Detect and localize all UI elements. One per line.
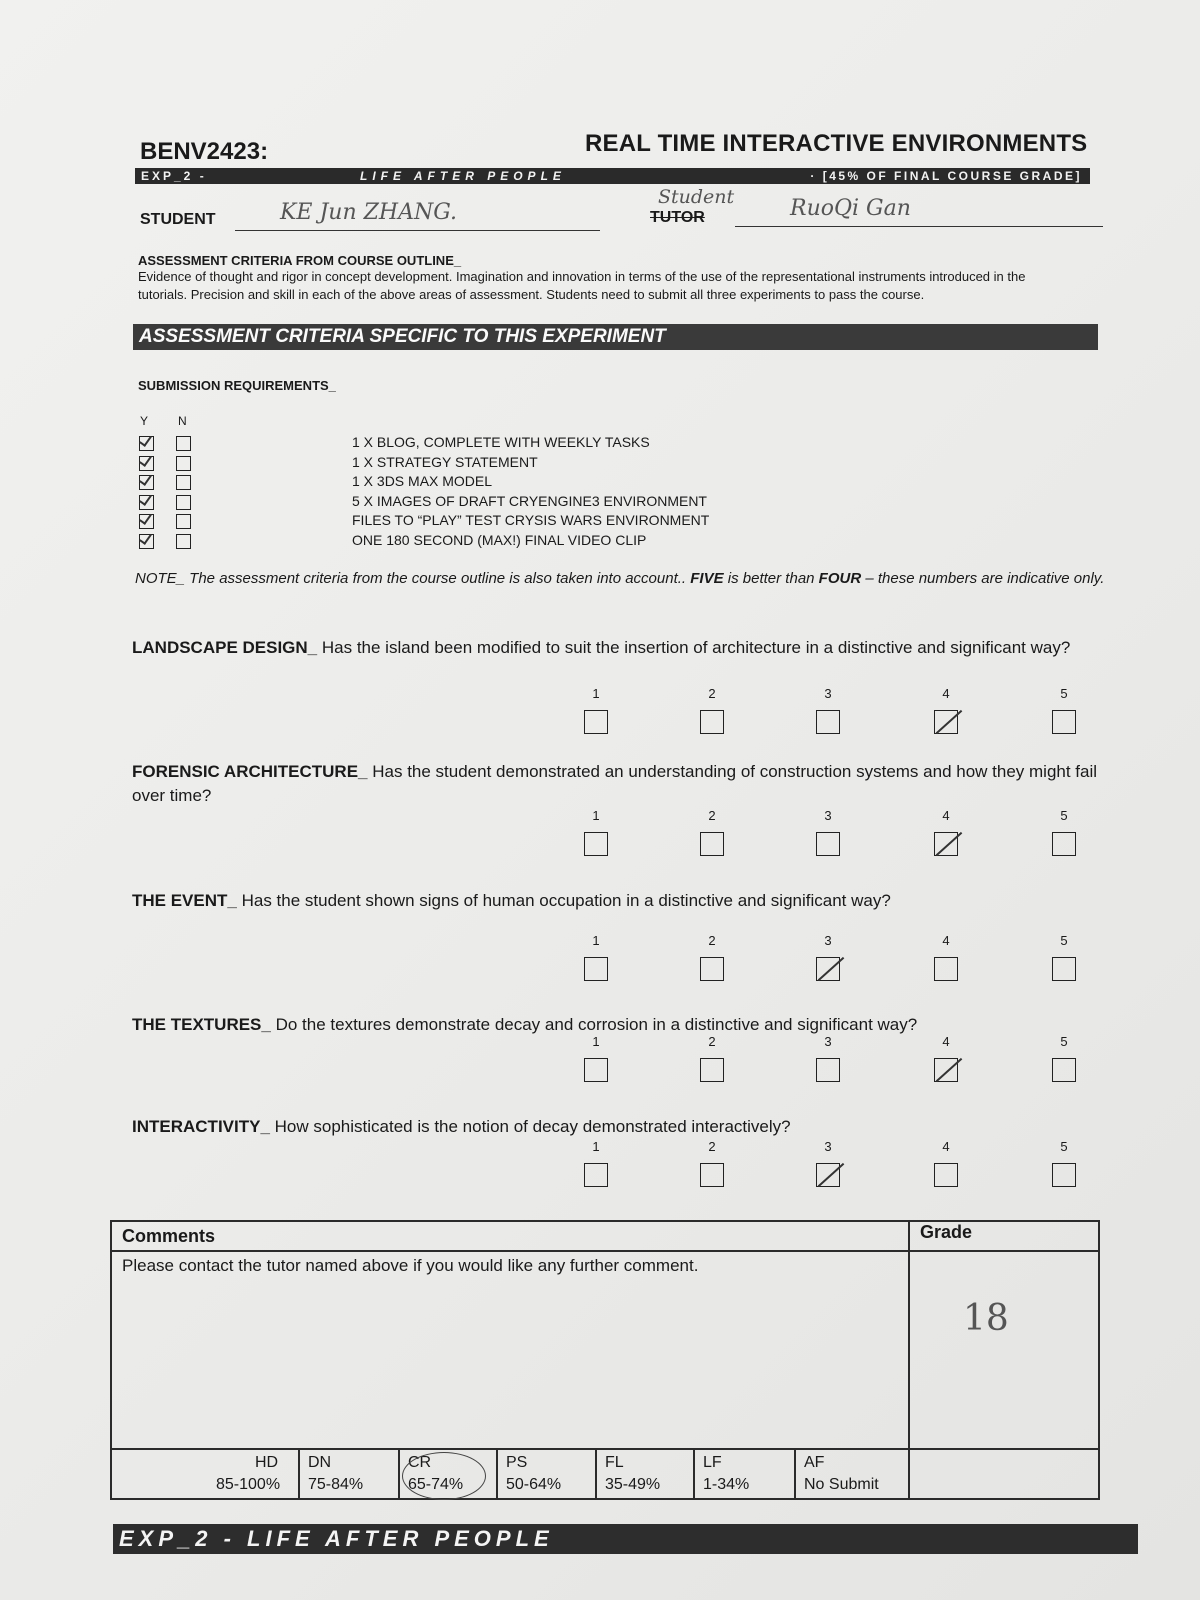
rating-number: 2 xyxy=(708,686,716,701)
note-suffix: – these numbers are indicative only. xyxy=(865,570,1105,587)
band-experiment: EXP_2 - xyxy=(141,169,207,183)
grade-band-code: PS xyxy=(506,1454,528,1471)
specific-criteria-title: ASSESSMENT CRITERIA SPECIFIC TO THIS EXPERIMENT xyxy=(139,326,666,347)
requirement-yes-checkbox[interactable] xyxy=(139,514,154,529)
rating-checkbox-1[interactable] xyxy=(584,1058,608,1082)
rating-number: 2 xyxy=(708,808,716,823)
header-band xyxy=(135,168,1090,184)
rating-number: 4 xyxy=(942,1139,950,1154)
rating-checkbox-3[interactable] xyxy=(816,957,840,981)
requirement-no-checkbox[interactable] xyxy=(176,436,191,451)
requirement-no-checkbox[interactable] xyxy=(176,514,191,529)
rating-checkbox-3[interactable] xyxy=(816,710,840,734)
requirement-yes-checkbox[interactable] xyxy=(139,475,154,490)
rating-checkbox-3[interactable] xyxy=(816,832,840,856)
requirement-item: 1 X 3DS MAX MODEL xyxy=(352,473,493,490)
rating-number: 4 xyxy=(942,686,950,701)
requirement-item: FILES TO “PLAY” TEST CRYSIS WARS ENVIRONMENT xyxy=(352,512,710,529)
assessment-note xyxy=(135,568,1110,590)
rating-checkbox-5[interactable] xyxy=(1052,710,1076,734)
rating-number: 2 xyxy=(708,933,716,948)
requirement-no-checkbox[interactable] xyxy=(176,456,191,471)
rating-checkbox-5[interactable] xyxy=(1052,957,1076,981)
rating-number: 3 xyxy=(824,933,832,948)
rating-number: 5 xyxy=(1060,808,1068,823)
band-weight: · [45% OF FINAL COURSE GRADE] xyxy=(810,169,1082,183)
comments-label: Comments xyxy=(122,1226,216,1246)
rating-checkbox-2[interactable] xyxy=(700,710,724,734)
rating-checkbox-1[interactable] xyxy=(584,957,608,981)
rating-number: 3 xyxy=(824,1034,832,1049)
criterion-question xyxy=(132,889,1102,913)
note-text: NOTE_ The assessment criteria from the course outline is also taken into account.. xyxy=(135,570,687,587)
note-four: FOUR xyxy=(818,570,862,587)
requirement-yes-checkbox[interactable] xyxy=(139,534,154,549)
rating-checkbox-1[interactable] xyxy=(584,1163,608,1187)
student-name: KE Jun ZHANG. xyxy=(280,200,458,225)
requirement-no-checkbox[interactable] xyxy=(176,495,191,510)
note-five: FIVE xyxy=(690,570,724,587)
rating-number: 3 xyxy=(824,808,832,823)
rating-number: 4 xyxy=(942,1034,950,1049)
tutor-annotation: Student xyxy=(658,186,735,208)
rating-number: 4 xyxy=(942,808,950,823)
student-name-line[interactable] xyxy=(235,200,600,231)
rating-number: 1 xyxy=(592,686,600,701)
rating-number: 1 xyxy=(592,1139,600,1154)
requirement-no-checkbox[interactable] xyxy=(176,534,191,549)
comments-text: Please contact the tutor named above if you would like any further comment. xyxy=(122,1256,699,1275)
criterion-text: Has the student demonstrated an understanding of construction systems and how they might fail over time? xyxy=(132,762,1098,805)
rating-number: 5 xyxy=(1060,686,1068,701)
requirement-yes-checkbox[interactable] xyxy=(139,495,154,510)
grade-band-range: 35-49% xyxy=(605,1476,661,1493)
criterion-question xyxy=(132,1115,1102,1139)
criterion-title: LANDSCAPE DESIGN_ xyxy=(132,638,318,657)
rating-checkbox-4[interactable] xyxy=(934,1163,958,1187)
submission-heading: SUBMISSION REQUIREMENTS_ xyxy=(138,378,336,393)
rating-checkbox-5[interactable] xyxy=(1052,832,1076,856)
requirement-item: 1 X STRATEGY STATEMENT xyxy=(352,453,538,470)
requirement-item: 1 X BLOG, COMPLETE WITH WEEKLY TASKS xyxy=(352,434,650,450)
grade-table xyxy=(108,1220,1100,1500)
criterion-text: Do the textures demonstrate decay and corrosion in a distinctive and significant way? xyxy=(275,1015,918,1034)
rating-checkbox-2[interactable] xyxy=(700,1058,724,1082)
rating-checkbox-3[interactable] xyxy=(816,1163,840,1187)
grade-band-code: FL xyxy=(605,1454,624,1471)
specific-criteria-bar xyxy=(133,324,1098,350)
criterion-title: INTERACTIVITY_ xyxy=(132,1117,270,1136)
criterion-text: How sophisticated is the notion of decay demonstrated interactively? xyxy=(274,1117,791,1136)
rating-checkbox-4[interactable] xyxy=(934,1058,958,1082)
grade-band-code: DN xyxy=(308,1454,332,1471)
outline-heading: ASSESSMENT CRITERIA FROM COURSE OUTLINE_ xyxy=(138,253,462,268)
grade-band-range: 50-64% xyxy=(506,1476,562,1493)
grade-band-range: 1-34% xyxy=(703,1476,750,1493)
rating-number: 1 xyxy=(592,933,600,948)
tutor-name-line[interactable] xyxy=(735,196,1103,227)
student-label: STUDENT xyxy=(140,211,216,228)
footer-band xyxy=(113,1524,1138,1554)
requirement-yes-checkbox[interactable] xyxy=(139,456,154,471)
criterion-question xyxy=(132,760,1102,808)
requirement-list xyxy=(352,433,709,551)
grade-band-code: CR xyxy=(408,1454,432,1471)
col-no-label: N xyxy=(178,414,187,428)
requirement-item: 5 X IMAGES OF DRAFT CRYENGINE3 ENVIRONMENT xyxy=(352,492,707,509)
grade-label: Grade xyxy=(920,1222,973,1242)
footer-title: EXP_2 - LIFE AFTER PEOPLE xyxy=(119,1526,554,1551)
tutor-name: RuoQi Gan xyxy=(790,196,911,221)
grade-band-code: AF xyxy=(804,1454,825,1471)
rating-checkbox-2[interactable] xyxy=(700,832,724,856)
criterion-text: Has the student shown signs of human occupation in a distinctive and significant way? xyxy=(241,891,891,910)
grade-band-range: 65-74% xyxy=(408,1476,464,1493)
grade-band-range: 85-100% xyxy=(216,1476,281,1493)
criterion-text: Has the island been modified to suit the insertion of architecture in a distinctive and significant way? xyxy=(321,638,1071,657)
rating-checkbox-1[interactable] xyxy=(584,832,608,856)
grade-band-code: HD xyxy=(255,1454,279,1471)
course-title: REAL TIME INTERACTIVE ENVIRONMENTS xyxy=(585,130,1088,157)
note-middle: is better than xyxy=(727,570,815,587)
grade-band-range: 75-84% xyxy=(308,1476,364,1493)
rating-checkbox-5[interactable] xyxy=(1052,1163,1076,1187)
rating-number: 2 xyxy=(708,1034,716,1049)
rating-number: 5 xyxy=(1060,1034,1068,1049)
requirement-yes-checkbox[interactable] xyxy=(139,436,154,451)
rating-checkbox-2[interactable] xyxy=(700,1163,724,1187)
rating-number: 4 xyxy=(942,933,950,948)
col-yes-label: Y xyxy=(140,414,149,428)
rating-checkbox-1[interactable] xyxy=(584,710,608,734)
rating-checkbox-2[interactable] xyxy=(700,957,724,981)
rating-checkbox-4[interactable] xyxy=(934,832,958,856)
rating-checkbox-5[interactable] xyxy=(1052,1058,1076,1082)
selected-band-circle xyxy=(402,1452,486,1500)
rating-number: 3 xyxy=(824,1139,832,1154)
rating-checkbox-4[interactable] xyxy=(934,957,958,981)
criterion-title: THE EVENT_ xyxy=(132,891,237,910)
band-title: LIFE AFTER PEOPLE xyxy=(360,169,566,183)
rating-checkbox-4[interactable] xyxy=(934,710,958,734)
rating-number: 5 xyxy=(1060,1139,1068,1154)
grade-band-range: No Submit xyxy=(804,1476,879,1493)
rating-checkbox-3[interactable] xyxy=(816,1058,840,1082)
criterion-title: FORENSIC ARCHITECTURE_ xyxy=(132,762,368,781)
rating-number: 5 xyxy=(1060,933,1068,948)
requirement-no-checkbox[interactable] xyxy=(176,475,191,490)
criterion-question xyxy=(132,636,1102,660)
course-code: BENV2423: xyxy=(140,138,269,165)
tutor-label: TUTOR xyxy=(650,209,705,226)
grade-band-code: LF xyxy=(703,1454,722,1471)
rating-number: 1 xyxy=(592,1034,600,1049)
outline-text: Evidence of thought and rigor in concept development. Imagination and innovation in terms of the use of the representational instruments introduced in the tutorials. Precision and skill in each of the above areas of assessment. Students need to submit all three experiments to pass the course. xyxy=(138,269,1026,302)
criterion-title: THE TEXTURES_ xyxy=(132,1015,271,1034)
grade-value: 18 xyxy=(963,1298,1009,1339)
rating-number: 2 xyxy=(708,1139,716,1154)
rating-number: 3 xyxy=(824,686,832,701)
requirement-item: ONE 180 SECOND (MAX!) FINAL VIDEO CLIP xyxy=(352,531,647,548)
rating-number: 1 xyxy=(592,808,600,823)
